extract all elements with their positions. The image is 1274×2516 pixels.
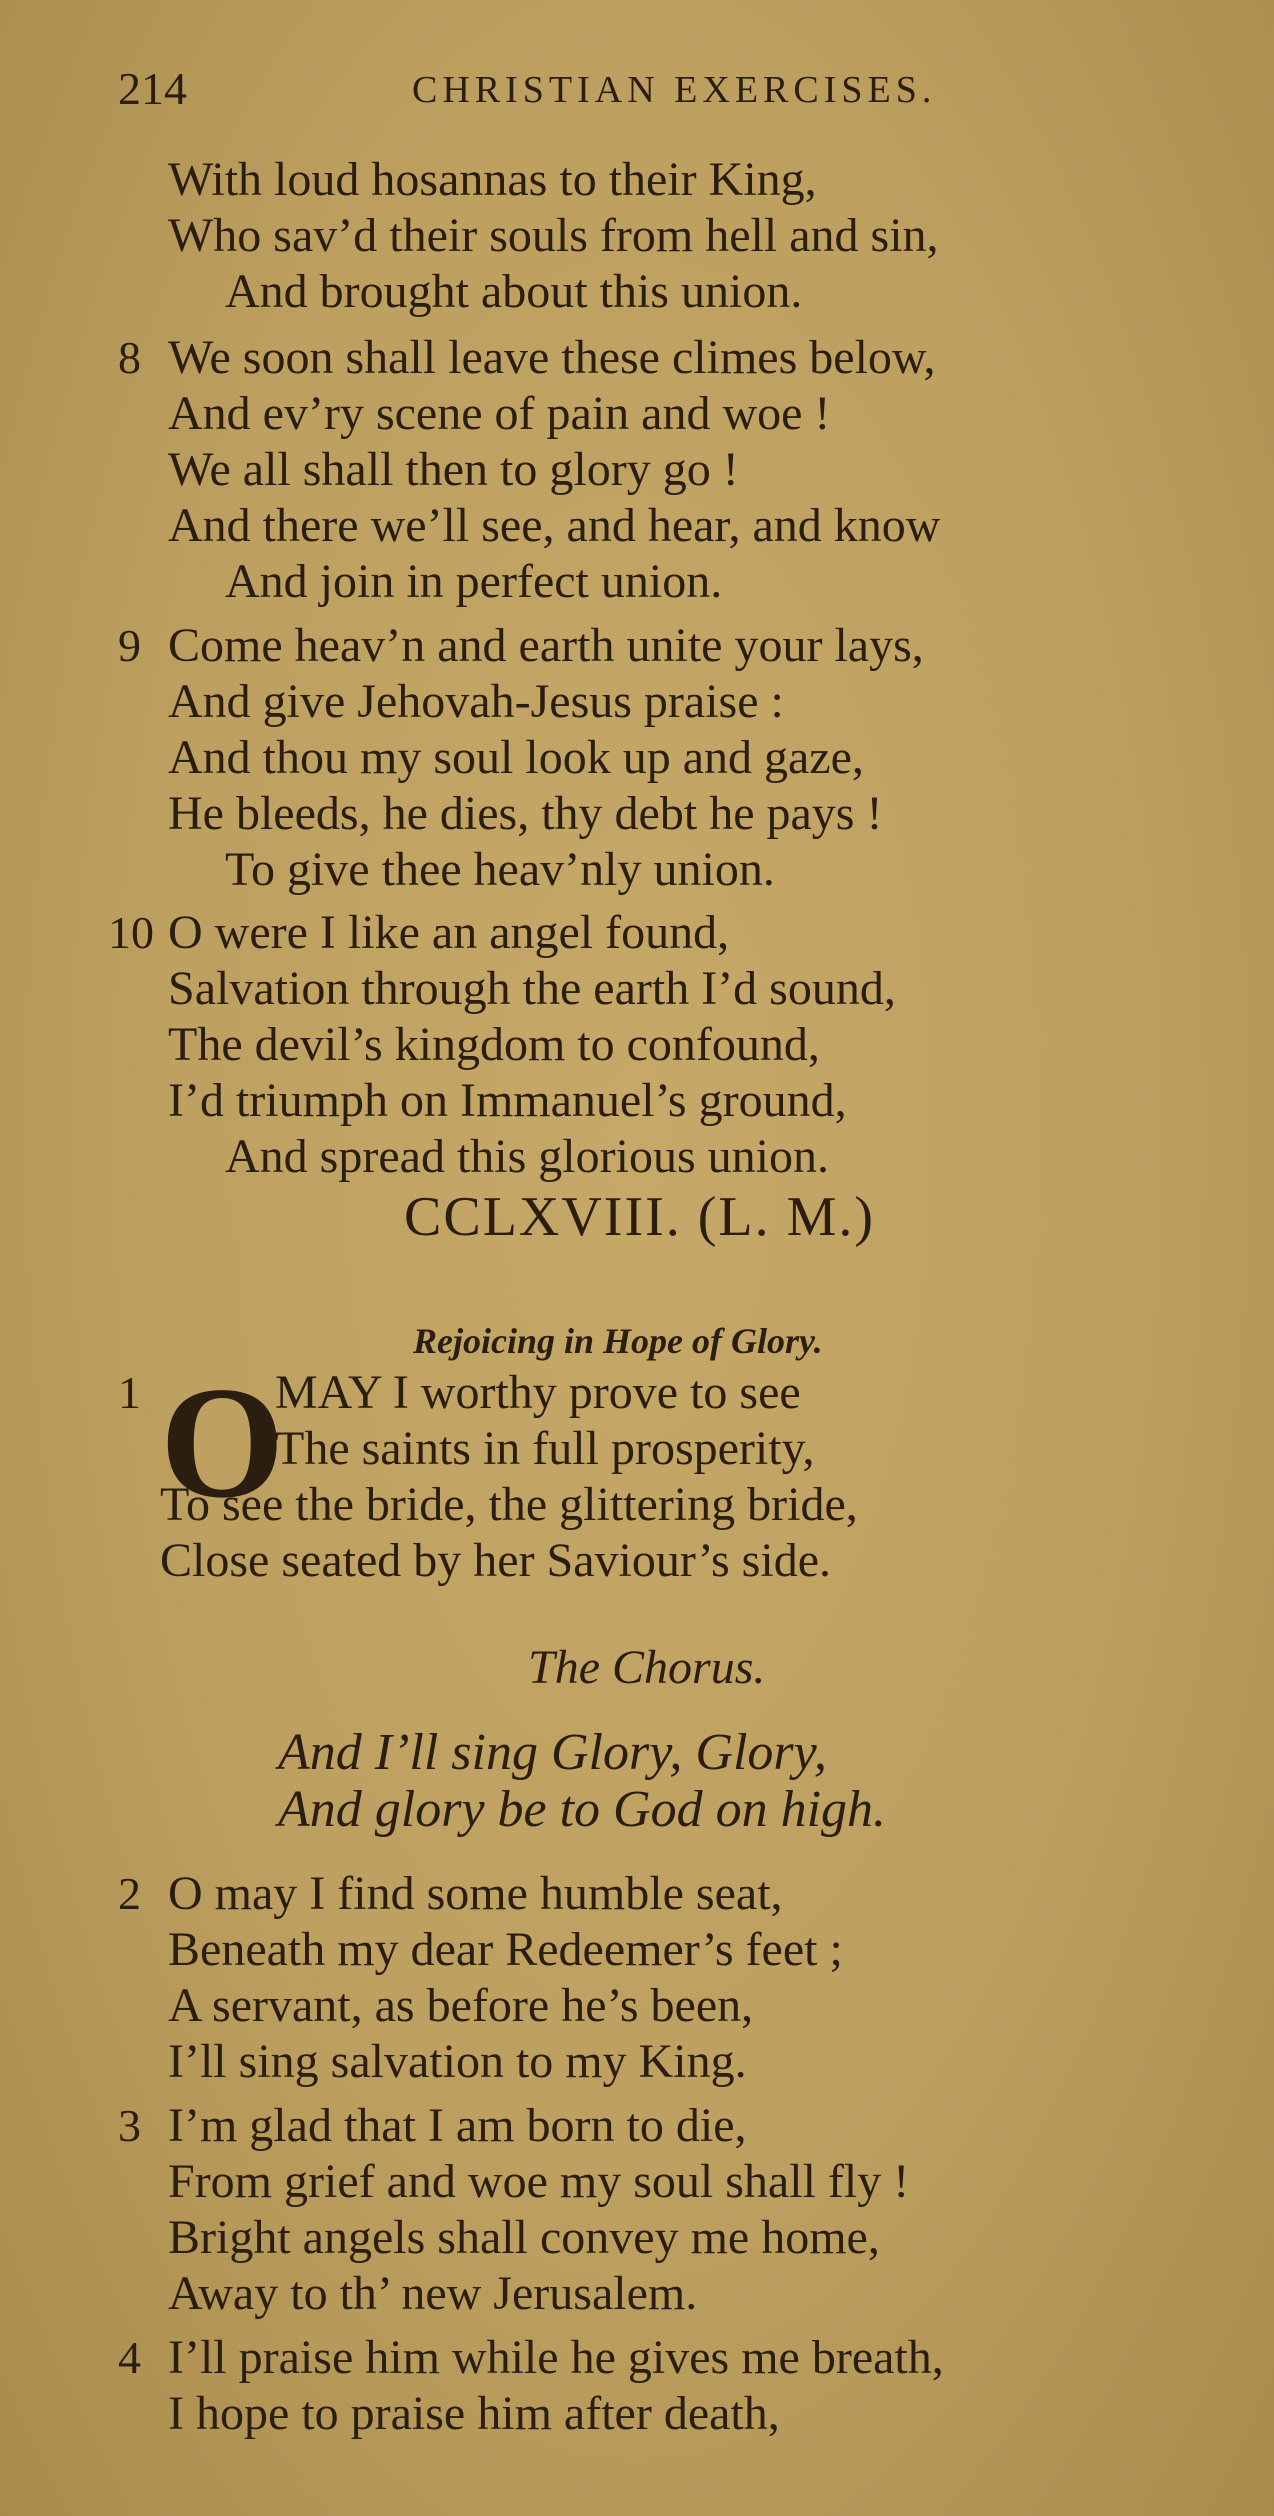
hymn-line: Beneath my dear Redeemer’s feet ; bbox=[168, 1923, 843, 1976]
verse-number: 8 bbox=[118, 332, 141, 383]
chorus-line: And glory be to God on high. bbox=[278, 1781, 887, 1838]
hymn-line: I’d triumph on Immanuel’s ground, bbox=[168, 1074, 847, 1127]
hymn-line: And ev’ry scene of pain and woe ! bbox=[168, 387, 831, 440]
page-number: 214 bbox=[118, 63, 187, 114]
hymn-title: CCLXVIII. (L. M.) bbox=[404, 1186, 876, 1248]
hymn-line: I’ll sing salvation to my King. bbox=[168, 2035, 747, 2088]
chorus-line: And I’ll sing Glory, Glory, bbox=[278, 1724, 827, 1781]
hymn-line: With loud hosannas to their King, bbox=[168, 153, 817, 206]
running-head bbox=[0, 62, 1274, 132]
running-title: CHRISTIAN EXERCISES. bbox=[412, 69, 937, 111]
verse-number: 2 bbox=[118, 1868, 141, 1919]
hymn-subtitle: Rejoicing in Hope of Glory. bbox=[413, 1321, 823, 1361]
hymn-line: To see the bride, the glittering bride, bbox=[160, 1478, 858, 1531]
hymn-line: Close seated by her Saviour’s side. bbox=[160, 1534, 831, 1587]
hymn-line: O were I like an angel found, bbox=[168, 906, 730, 959]
hymn-line: And there we’ll see, and hear, and know bbox=[168, 499, 941, 552]
hymn-line: Come heav’n and earth unite your lays, bbox=[168, 619, 924, 672]
hymn-line: The devil’s kingdom to confound, bbox=[168, 1018, 820, 1071]
verse-number: 4 bbox=[118, 2332, 141, 2383]
chorus-title: The Chorus. bbox=[528, 1641, 766, 1694]
hymn-line: O may I find some humble seat, bbox=[168, 1867, 783, 1920]
hymn-line: The saints in full prosperity, bbox=[275, 1422, 815, 1475]
hymn-line: I hope to praise him after death, bbox=[168, 2387, 780, 2440]
hymn-line: MAY I worthy prove to see bbox=[275, 1366, 801, 1419]
verse-number: 1 bbox=[118, 1367, 141, 1418]
hymn-line: And spread this glorious union. bbox=[225, 1130, 829, 1183]
hymn-line: Away to th’ new Jerusalem. bbox=[168, 2267, 698, 2320]
hymn-line: And join in perfect union. bbox=[225, 555, 723, 608]
hymn-line: And thou my soul look up and gaze, bbox=[168, 731, 864, 784]
hymn-line: To give thee heav’nly union. bbox=[225, 843, 775, 896]
hymn-line: We all shall then to glory go ! bbox=[168, 443, 739, 496]
hymn-line: Who sav’d their souls from hell and sin, bbox=[168, 209, 939, 262]
hymn-line: And give Jehovah-Jesus praise : bbox=[168, 675, 784, 728]
hymn-line: From grief and woe my soul shall fly ! bbox=[168, 2155, 910, 2208]
hymn-line: A servant, as before he’s been, bbox=[168, 1979, 754, 2032]
hymn-line: I’ll praise him while he gives me breath, bbox=[168, 2331, 944, 2384]
hymn-line: He bleeds, he dies, thy debt he pays ! bbox=[168, 787, 883, 840]
verse-number: 9 bbox=[118, 620, 141, 671]
hymn-line: I’m glad that I am born to die, bbox=[168, 2099, 747, 2152]
hymn-line: Bright angels shall convey me home, bbox=[168, 2211, 880, 2264]
hymn-line: And brought about this union. bbox=[225, 265, 803, 318]
drop-cap: O bbox=[160, 1353, 285, 1531]
verse-number: 3 bbox=[118, 2100, 141, 2151]
hymn-line: Salvation through the earth I’d sound, bbox=[168, 962, 896, 1015]
hymn-line: We soon shall leave these climes below, bbox=[168, 331, 936, 384]
verse-number: 10 bbox=[108, 907, 154, 958]
